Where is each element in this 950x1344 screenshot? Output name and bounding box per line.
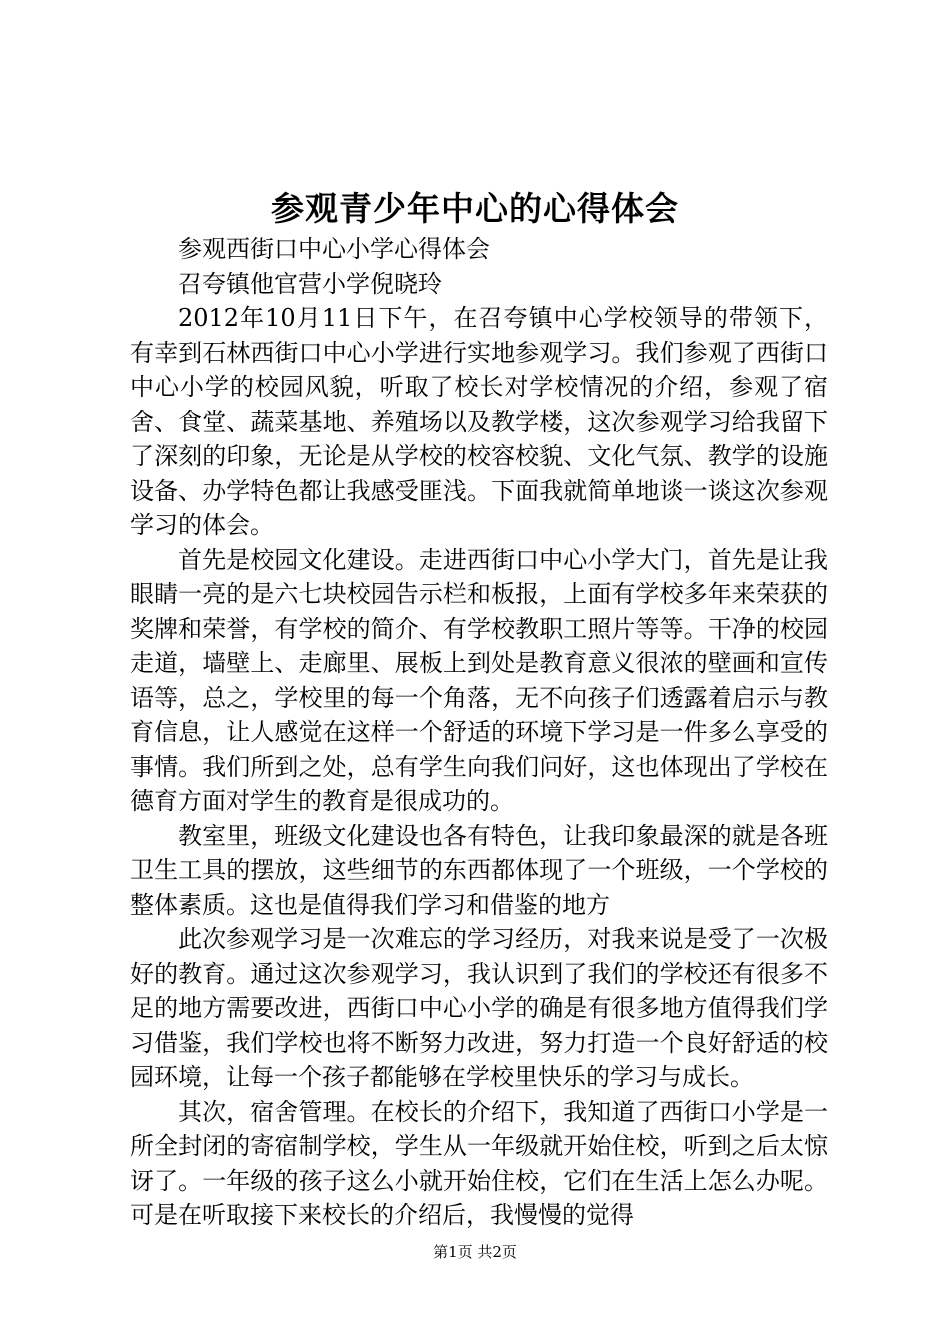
page-indicator: 第1页 共2页 — [433, 1243, 517, 1261]
author-paragraph: 召夸镇他官营小学倪晓玲 — [178, 269, 442, 298]
body-paragraph-classroom: 教室里，班级文化建设也各有特色，让我印象最深的就是各班卫生工具的摆放，这些细节的东西都体现了一个班级，一个学校的整体素质。这也是值得我们学习和借鉴的地方 — [130, 821, 828, 919]
body-paragraph-intro: 2012年10月11日下午，在召夸镇中心学校领导的带领下，有幸到石林西街口中心小学进行实地参观学习。我们参观了西街口中心小学的校园风貌，听取了校长对学校情况的介绍，参观了宿舍、食堂、蔬菜基地、养殖场以及教学楼，这次参观学习给我留下了深刻的印象，无论是从学校的校容校貌、文化气氛、教学的设施设备、办学特色都让我感受匪浅。下面我就简单地谈一谈这次参观学习的体会。 — [130, 304, 828, 539]
document-body — [130, 232, 828, 1233]
body-paragraph-reflection: 此次参观学习是一次难忘的学习经历，对我来说是受了一次极好的教育。通过这次参观学习，我认识到了我们的学校还有很多不足的地方需要改进，西街口中心小学的确是有很多地方值得我们学习借鉴，我们学校也将不断努力改进，努力打造一个良好舒适的校园环境，让每一个孩子都能够在学校里快乐的学习与成长。 — [130, 925, 828, 1091]
page-title: 参观青少年中心的心得体会 — [271, 189, 679, 228]
subtitle-paragraph: 参观西街口中心小学心得体会 — [178, 235, 490, 263]
page-footer — [0, 1241, 950, 1263]
body-paragraph-dormitory: 其次，宿舍管理。在校长的介绍下，我知道了西街口小学是一所全封闭的寄宿制学校，学生从一年级就开始住校，听到之后太惊讶了。一年级的孩子这么小就开始住校，它们在生活上怎么办呢。可是在听取接下来校长的介绍后，我慢慢的觉得 — [130, 1097, 828, 1229]
body-paragraph-campus-culture: 首先是校园文化建设。走进西街口中心小学大门，首先是让我眼睛一亮的是六七块校园告示栏和板报，上面有学校多年来荣获的奖牌和荣誉，有学校的简介、有学校教职工照片等等。干净的校园走道，墙壁上、走廊里、展板上到处是教育意义很浓的壁画和宣传语等，总之，学校里的每一个角落，无不向孩子们透露着启示与教育信息，让人感觉在这样一个舒适的环境下学习是一件多么享受的事情。我们所到之处，总有学生向我们问好，这也体现出了学校在德育方面对学生的教育是很成功的。 — [130, 545, 828, 815]
